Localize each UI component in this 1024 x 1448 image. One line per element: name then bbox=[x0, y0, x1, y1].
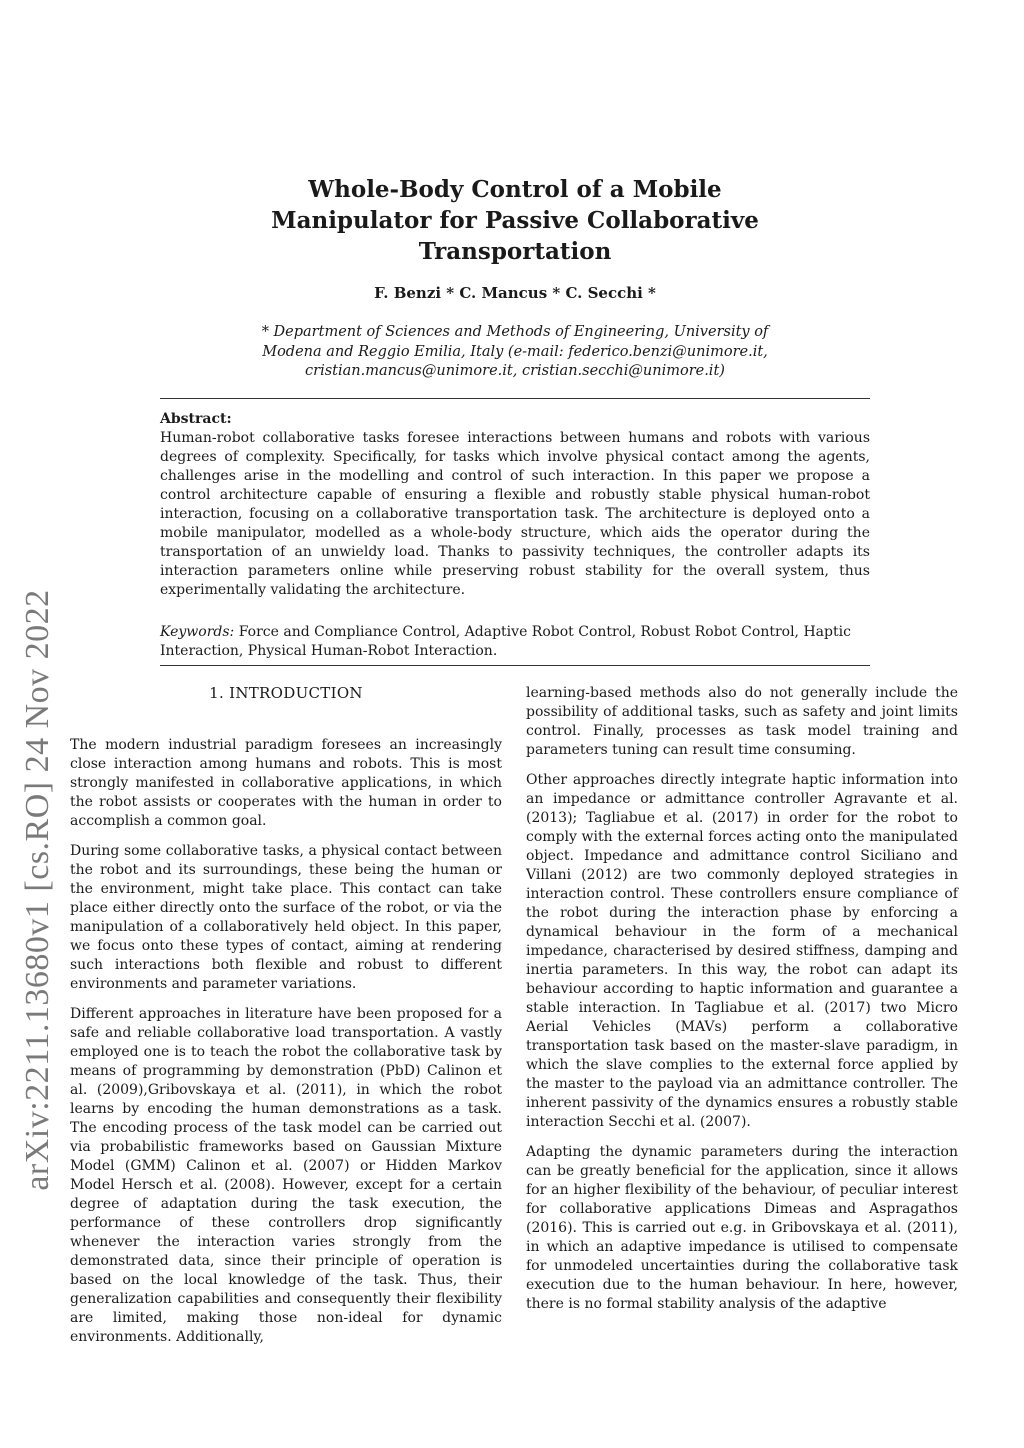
left-column bbox=[70, 684, 502, 1358]
paragraph: Other approaches directly integrate haptic information into an impedance or admittance controller Agravante et al. (2013); Tagliabue et al. (2017) in order for the robot to comply with the external forces acting onto the manipulated object. Impedance and admittance control Siciliano and Villani (2012) are two commonly deployed strategies in interaction control. These controllers ensure compliance of the robot during the interaction phase by enforcing a dynamical behaviour in the form of a mechanical impedance, characterised by desired stiffness, damping and inertia parameters. In this way, the robot can adapt its behaviour according to haptic information and guarantee a stable interaction. In Tagliabue et al. (2017) two Micro Aerial Vehicles (MAVs) perform a collaborative transportation task based on the master-slave paradigm, in which the slave complies to the external force applied by the master to the payload via an admittance controller. The inherent passivity of the dynamics ensures a robustly stable interaction Secchi et al. (2007). bbox=[526, 772, 958, 1130]
paragraph: Adapting the dynamic parameters during the interaction can be greatly beneficial for the application, since it allows for an higher flexibility of the behaviour, of peculiar interest for collaborative applications Dimeas and Aspragathos (2016). This is carried out e.g. in Gribovskaya et al. (2011), in which an adaptive impedance is utilised to compensate for unmodeled uncertainties during the collaborative task execution due to the human behaviour. In here, however, there is no formal stability analysis of the adaptive bbox=[526, 1144, 958, 1312]
bottom-divider bbox=[160, 665, 870, 666]
title-line: Transportation bbox=[418, 238, 612, 265]
author-list: F. Benzi * C. Mancus * C. Secchi * bbox=[374, 284, 656, 302]
arxiv-sidebar bbox=[8, 440, 68, 1340]
title-line: Whole-Body Control of a Mobile bbox=[308, 176, 722, 203]
abstract-text: Human-robot collaborative tasks foresee interactions between humans and robots with various degrees of complexity. Specifically, for tasks which involve physical contact among the agents, challenges arise in the modelling and control of such interaction. In this paper we propose a control architecture capable of ensuring a flexible and robustly stable physical human-robot interaction, focusing on a collaborative transportation task. The architecture is deployed onto a mobile manipulator, modelled as a whole-body structure, which aids the operator during the transportation of an unwieldy load. Thanks to passivity techniques, the controller adapts its interaction parameters online while preserving robust stability for the overall system, thus experimentally validating the architecture. bbox=[160, 430, 870, 598]
abstract-block bbox=[160, 410, 870, 600]
affiliation-line: Modena and Reggio Emilia, Italy (e-mail: federico.benzi@unimore.it, bbox=[262, 343, 768, 360]
paragraph: learning-based methods also do not generally include the possibility of additional tasks, such as safety and joint limits control. Finally, processes as task model training and parameters tuning can result time consuming. bbox=[526, 685, 958, 758]
keywords-text: Force and Compliance Control, Adaptive Robot Control, Robust Robot Control, Haptic Interaction, Physical Human-Robot Interaction. bbox=[160, 624, 851, 659]
paragraph: Different approaches in literature have been proposed for a safe and reliable collaborative load transportation. A vastly employed one is to teach the robot the collaborative task by means of programming by demonstration (PbD) Calinon et al. (2009),Gribovskaya et al. (2011), in which the robot learns by encoding the human demonstrations as a task. The encoding process of the task model can be carried out via probabilistic frameworks based on Gaussian Mixture Model (GMM) Calinon et al. (2007) or Hidden Markov Model Hersch et al. (2008). However, except for a certain degree of adaptation during the task execution, the performance of these controllers drop significantly whenever the interaction varies strongly from the demonstrated data, since their principle of operation is based on the local knowledge of the task. Thus, their generalization capabilities and consequently their flexibility are limited, making those non-ideal for dynamic environments. Additionally, bbox=[70, 1006, 502, 1345]
right-column bbox=[526, 684, 958, 1325]
affiliation-line: cristian.mancus@unimore.it, cristian.secchi@unimore.it) bbox=[305, 363, 725, 379]
keywords-label: Keywords: bbox=[160, 624, 235, 640]
paper-title bbox=[160, 174, 870, 267]
arxiv-identifier: arXiv:2211.13680v1 [cs.RO] 24 Nov 2022 bbox=[19, 589, 56, 1191]
title-line: Manipulator for Passive Collaborative bbox=[271, 207, 759, 234]
abstract-label: Abstract: bbox=[160, 411, 232, 427]
paragraph: During some collaborative tasks, a physical contact between the robot and its surroundings, these being the human or the environment, might take place. This contact can take place either directly onto the surface of the robot, or via the manipulation of a collaboratively held object. In this paper, we focus onto these types of contact, aiming at rendering such interactions both flexible and robust to different environments and parameter variations. bbox=[70, 843, 502, 992]
keywords-block bbox=[160, 623, 870, 661]
top-divider bbox=[160, 398, 870, 399]
section-heading: 1. INTRODUCTION bbox=[209, 684, 363, 702]
affiliation-line: * Department of Sciences and Methods of Engineering, University of bbox=[261, 324, 769, 340]
paragraph: The modern industrial paradigm foresees an increasingly close interaction among humans and robots. This is most strongly manifested in collaborative applications, in which the robot assists or cooperates with the human in order to accomplish a common goal. bbox=[70, 737, 502, 829]
affiliation bbox=[200, 323, 830, 382]
